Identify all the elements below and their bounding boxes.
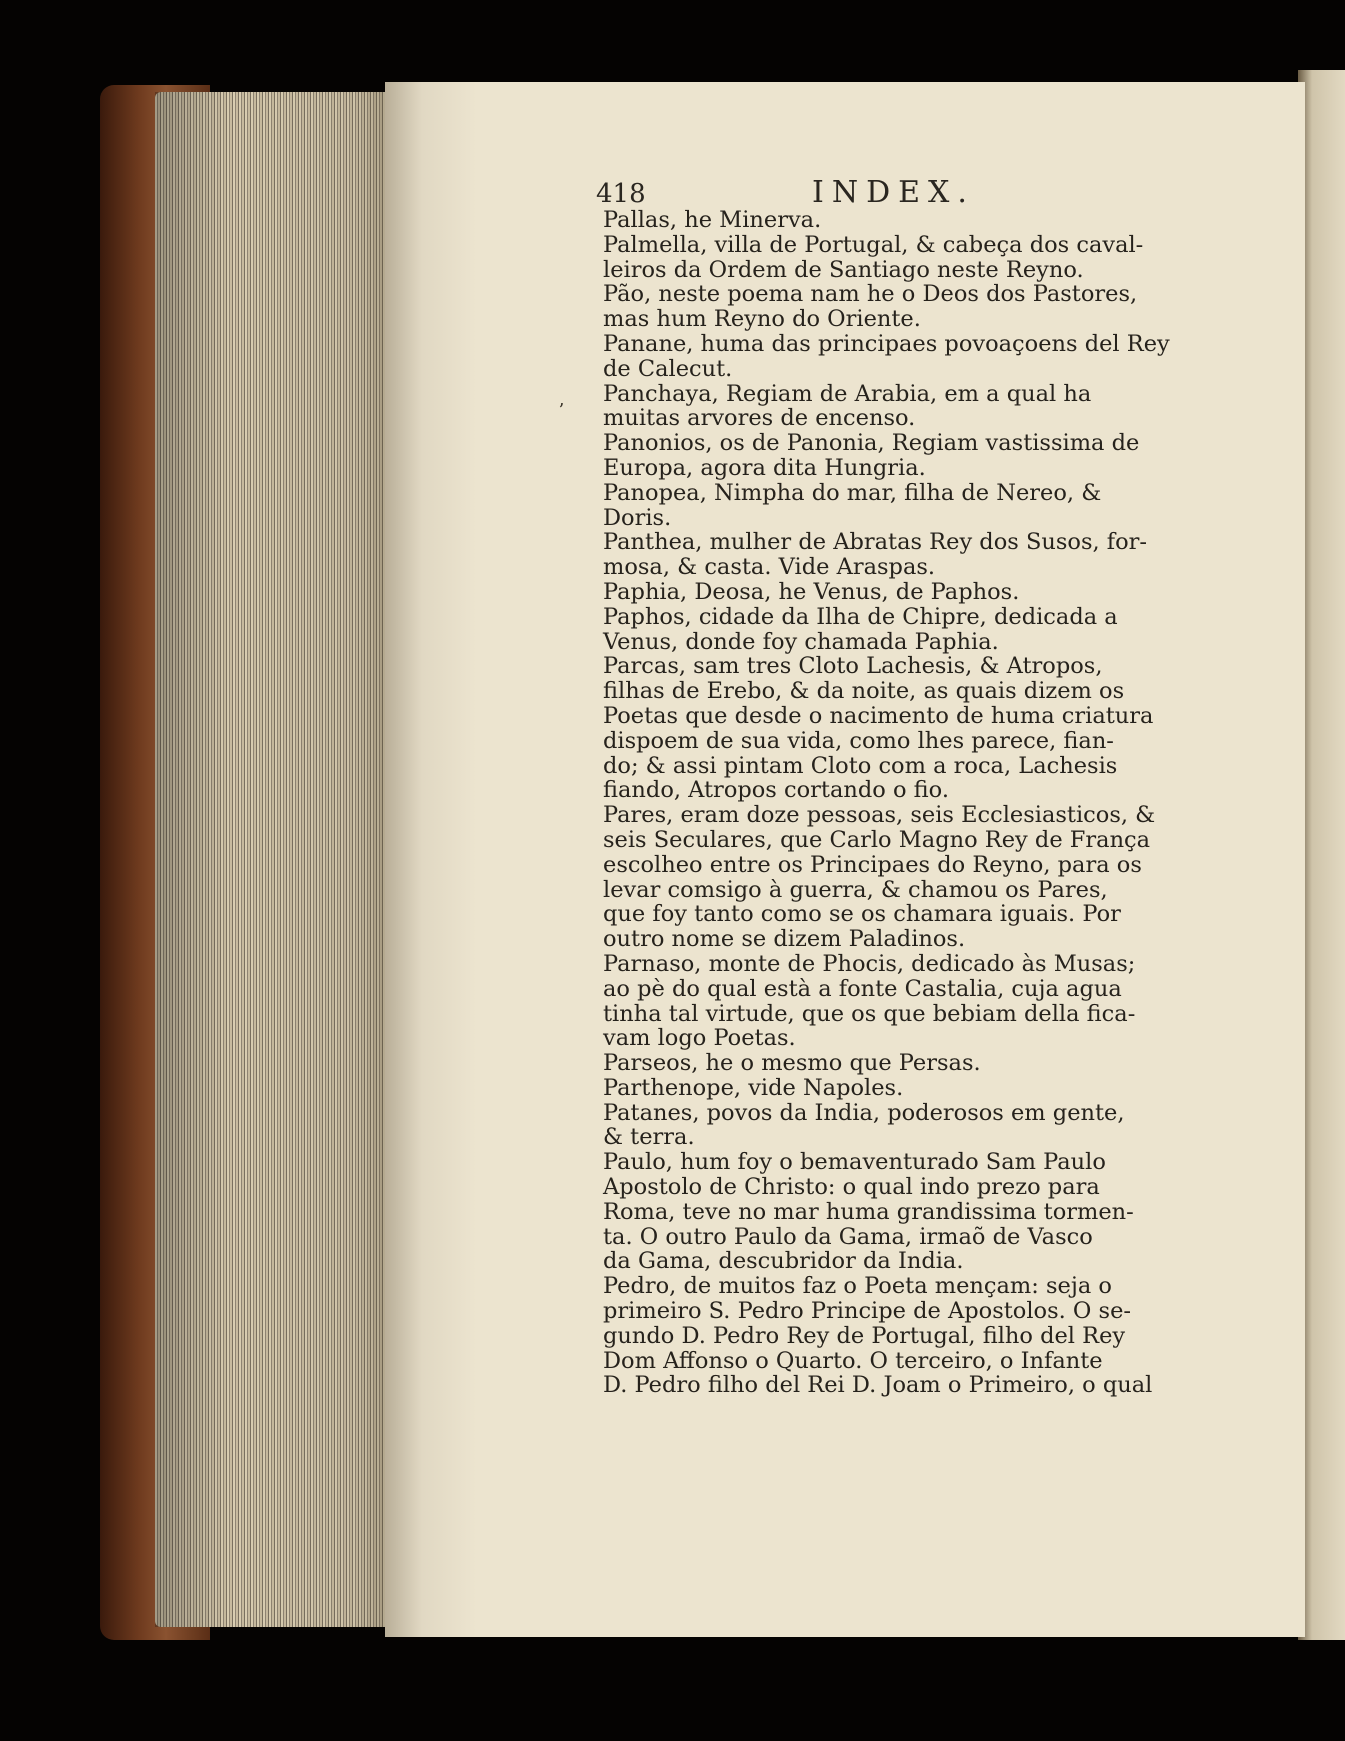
index-entry-line: Panthea, mulher de Abratas Rey dos Susos, for- <box>603 529 1148 556</box>
index-entry-line: vam logo Poetas. <box>603 1025 796 1052</box>
index-entry-line: filhas de Erebo, & da noite, as quais dizem os <box>603 678 1125 705</box>
margin-mark: ʼ <box>558 400 564 421</box>
index-entry <box>603 382 1213 432</box>
index-entry-line: mas hum Reyno do Oriente. <box>603 306 921 333</box>
index-entry-line: Parcas, sam tres Cloto Lachesis, & Atropos, <box>603 653 1103 680</box>
index-entry-line: Paulo, hum foy o bemaventurado Sam Paulo <box>603 1149 1106 1176</box>
index-entry-line: escolheo entre os Principaes do Reyno, para os <box>603 851 1142 878</box>
index-entry-line: Pão, neste poema nam he o Deos dos Pastores, <box>603 281 1138 308</box>
index-entry <box>603 1101 1213 1151</box>
index-entry-line: outro nome se dizem Paladinos. <box>603 926 966 953</box>
index-entry-line: Dom Affonso o Quarto. O terceiro, o Infante <box>603 1347 1103 1374</box>
index-entry-line: da Gama, descubridor da India. <box>603 1248 964 1275</box>
index-entry-line: Patanes, povos da India, poderosos em gente, <box>603 1099 1125 1126</box>
index-entry <box>603 1076 1213 1101</box>
index-entry-line: primeiro S. Pedro Principe de Apostolos. O se- <box>603 1298 1131 1325</box>
page-number: 418 <box>596 179 646 209</box>
index-entry <box>603 803 1213 952</box>
index-entry-line: ta. O outro Paulo da Gama, irmaõ de Vasco <box>603 1223 1093 1250</box>
page-block-edge <box>155 92 405 1627</box>
index-entry <box>603 1150 1213 1274</box>
index-entry-line: Panane, huma das principaes povoaçoens del Rey <box>603 330 1170 357</box>
index-entry-line: Paphia, Deosa, he Venus, de Paphos. <box>603 578 1020 605</box>
index-entry-line: Panonios, os de Panonia, Regiam vastissima de <box>603 430 1140 457</box>
index-entries <box>603 208 1213 1398</box>
index-entry-line: fiando, Atropos cortando o fio. <box>603 777 949 804</box>
index-entry <box>603 530 1213 580</box>
index-entry-line: ao pè do qual està a fonte Castalia, cuja agua <box>603 975 1122 1002</box>
index-entry-line: muitas arvores de encenso. <box>603 405 916 432</box>
index-entry-line: & terra. <box>603 1124 695 1151</box>
index-entry-line: levar comsigo à guerra, & chamou os Pares, <box>603 876 1108 903</box>
index-entry <box>603 282 1213 332</box>
index-entry-line: que foy tanto como se os chamara iguais. Por <box>603 901 1121 928</box>
index-entry-line: Parseos, he o mesmo que Persas. <box>603 1050 981 1077</box>
index-entry-line: tinha tal virtude, que os que bebiam della fica- <box>603 1000 1136 1027</box>
index-entry-line: Panopea, Nimpha do mar, filha de Nereo, & <box>603 479 1102 506</box>
index-entry <box>603 431 1213 481</box>
index-entry <box>603 1051 1213 1076</box>
index-entry <box>603 952 1213 1051</box>
index-entry <box>603 654 1213 803</box>
index-entry <box>603 605 1213 655</box>
index-entry-line: de Calecut. <box>603 355 733 382</box>
index-entry-line: Venus, donde foy chamada Paphia. <box>603 628 999 655</box>
running-title: INDEX. <box>812 175 975 210</box>
index-entry <box>603 208 1213 233</box>
index-entry <box>603 481 1213 531</box>
index-entry-line: Doris. <box>603 504 672 531</box>
index-entry-line: Poetas que desde o nacimento de huma criatura <box>603 702 1154 729</box>
index-entry-line: gundo D. Pedro Rey de Portugal, filho del Rey <box>603 1322 1126 1349</box>
index-entry-line: Europa, agora dita Hungria. <box>603 454 926 481</box>
index-entry-line: Parthenope, vide Napoles. <box>603 1074 904 1101</box>
index-entry-line: leiros da Ordem de Santiago neste Reyno. <box>603 256 1084 283</box>
index-entry-line: Pallas, he Minerva. <box>603 207 822 233</box>
index-entry-line: Pares, eram doze pessoas, seis Ecclesiasticos, & <box>603 802 1156 829</box>
index-entry-line: Panchaya, Regiam de Arabia, em a qual ha <box>603 380 1092 407</box>
index-entry-line: seis Seculares, que Carlo Magno Rey de França <box>603 826 1151 853</box>
index-entry-line: Parnaso, monte de Phocis, dedicado às Musas; <box>603 950 1136 977</box>
index-entry-line: Paphos, cidade da Ilha de Chipre, dedicada a <box>603 603 1118 630</box>
index-entry-line: Palmella, villa de Portugal, & cabeça dos caval- <box>603 231 1144 258</box>
index-entry <box>603 233 1213 283</box>
index-entry-line: D. Pedro filho del Rei D. Joam o Primeiro, o qual <box>603 1372 1153 1399</box>
index-entry-line: do; & assi pintam Cloto com a roca, Lachesis <box>603 752 1118 779</box>
index-entry-line: Roma, teve no mar huma grandissima tormen- <box>603 1198 1134 1225</box>
index-entry <box>603 332 1213 382</box>
index-entry <box>603 580 1213 605</box>
index-entry-line: dispoem de sua vida, como lhes parece, fian- <box>603 727 1114 754</box>
index-entry-line: Pedro, de muitos faz o Poeta mençam: seja o <box>603 1273 1112 1300</box>
index-entry-line: mosa, & casta. Vide Araspas. <box>603 554 936 581</box>
index-entry <box>603 1274 1213 1398</box>
facing-page <box>1298 70 1345 1640</box>
index-entry-line: Apostolo de Christo: o qual indo prezo para <box>603 1174 1100 1201</box>
